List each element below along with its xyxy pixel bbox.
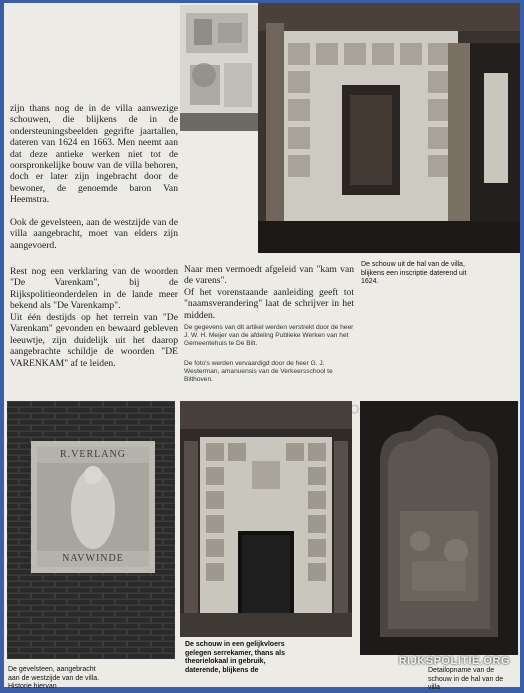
article-paragraph-5: Naar men vermoedt afgeleid van "kam van de varens". [184, 264, 354, 287]
photo-fireplace-hall [258, 3, 520, 253]
caption-hall-fireplace: De schouw uit de hal van de villa, blijkens een inscriptie daterend uit 1624. [361, 261, 467, 286]
magazine-page [4, 3, 520, 692]
article-paragraph-4: Uit één destijds op het terrein van "De Varenkam" gevonden en bewaard gebleven leeuwtje, zijn duidelijk uit het daarop aangebrachte schildje de woorden "DE VARENKAM" af te leiden. [10, 312, 178, 369]
photo-tile-collage [180, 5, 258, 131]
article-paragraph-6: Of het vorenstaande aanleiding geeft tot "naamsverandering" laat de schrijver in het midden. [184, 287, 354, 321]
stone-bottom-inscription: NAVWINDE [62, 553, 124, 564]
photo-serre-fireplace [180, 401, 352, 637]
photo-gable-stone [7, 401, 175, 659]
stone-top-inscription: R.VERLANG [60, 449, 126, 460]
credit-photos: De foto's werden vervaardigd door de heer G. J. Westerman, amanuensis van de Verkeersschool te Bilthoven. [184, 360, 333, 383]
photo-fireback-detail [360, 401, 518, 655]
article-paragraph-1: zijn thans nog de in de villa aanwezige schouwen, die blijkens de in de ondersteuningsbeelden gegrifte jaartallen, dateren van 1624 en 1663. Men neemt aan dat deze antieke werken niet tot de oorspronkelijke bouw van de villa behoren, doch er later zijn ingebracht door de bewoner, de genoemde baron Van Heemstra. [10, 103, 178, 206]
site-logo: RIJKSPOLITIE.ORG [398, 655, 510, 667]
credit-sources: De gegevens van dit artikel werden verstrekt door de heer J. W. H. Meijer van de afdeling Publieke Werken van het Gemeentehuis te De Bilt. [184, 324, 354, 347]
caption-gable-stone: De gevelsteen, aangebracht aan de westzijde van de villa. Historie hiervan [8, 666, 100, 691]
caption-serre-fireplace: De schouw in een gelijkvloers gelegen serrekamer, thans als theorielokaal in gebruik, daterende, blijkens de [185, 641, 285, 674]
bleed-through-text [488, 253, 518, 261]
article-paragraph-2: Ook de gevelsteen, aan de westzijde van de villa aangebracht, moet van elders zijn aangevoerd. [10, 217, 178, 251]
caption-fireback-detail: Detailopname van de schouw in de hal van de villa [428, 667, 504, 692]
article-paragraph-3: Rest nog een verklaring van de woorden "De Varenkam", bij de Rijkspolitieonderdelen in de lande meer bekend als "De Varenkamp". [10, 266, 178, 312]
